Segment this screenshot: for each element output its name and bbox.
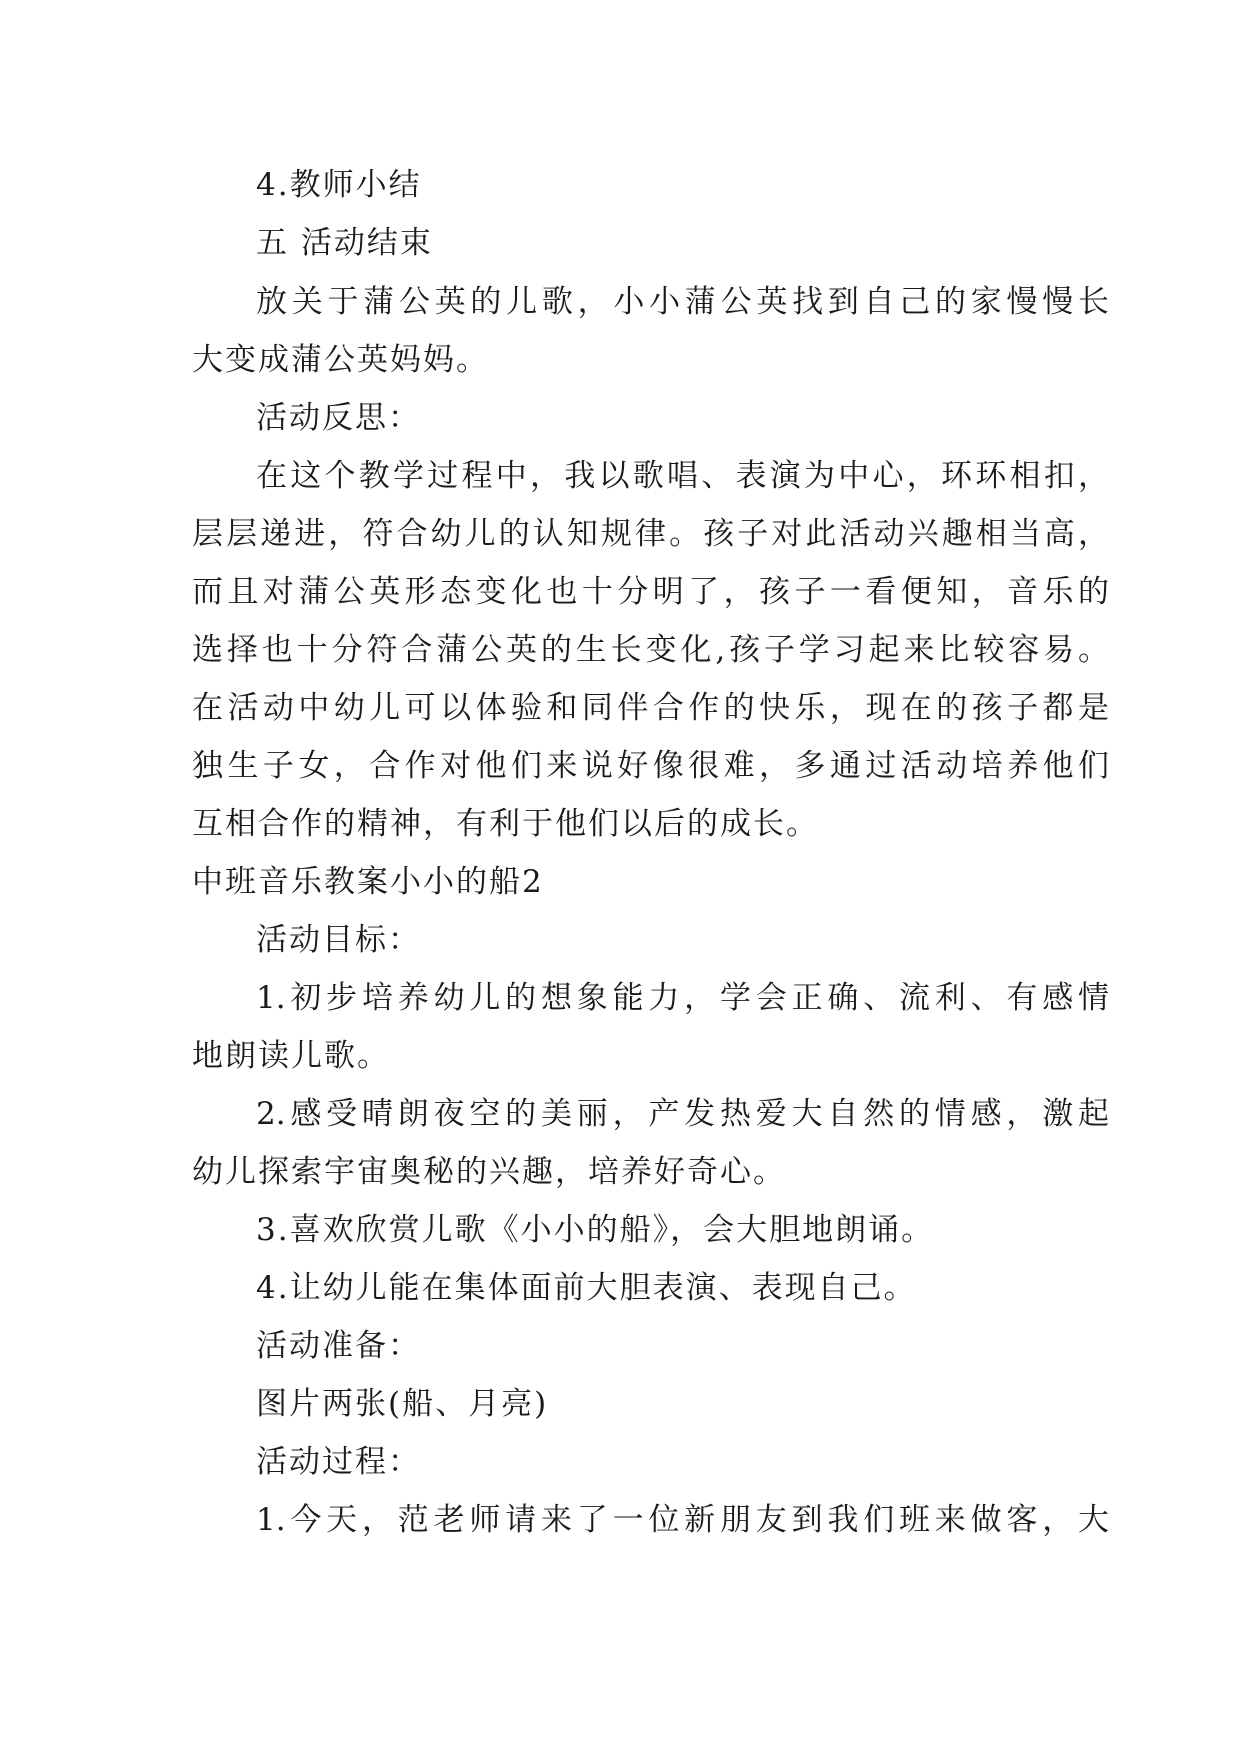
paragraph-line: 幼儿探索宇宙奥秘的兴趣，培养好奇心。 [192,1154,786,1190]
paragraph-line: 在这个教学过程中，我以歌唱、表演为中心，环环相扣， [256,458,1109,494]
list-item: 2.感受晴朗夜空的美丽，产发热爱大自然的情感，激起 [256,1096,1109,1132]
section-heading: 活动过程： [256,1444,421,1480]
list-item: 3.喜欢欣赏儿歌《小小的船》，会大胆地朗诵。 [256,1212,935,1248]
paragraph-line: 地朗读儿歌。 [192,1038,390,1074]
paragraph-line: 而且对蒲公英形态变化也十分明了，孩子一看便知，音乐的 [192,574,1109,610]
section-heading: 活动目标： [256,922,421,958]
paragraph-line: 放关于蒲公英的儿歌，小小蒲公英找到自己的家慢慢长 [256,284,1109,320]
paragraph-line: 图片两张(船、月亮) [256,1386,549,1422]
step-heading: 4.教师小结 [256,167,422,203]
paragraph-line: 大变成蒲公英妈妈。 [192,342,489,378]
list-item: 1.今天，范老师请来了一位新朋友到我们班来做客，大 [256,1502,1109,1538]
list-item: 4.让幼儿能在集体面前大胆表演、表现自己。 [256,1270,917,1306]
section-heading: 活动准备： [256,1328,421,1364]
document-subtitle: 中班音乐教案小小的船2 [192,864,544,900]
paragraph-line: 层层递进，符合幼儿的认知规律。孩子对此活动兴趣相当高， [192,516,1109,552]
paragraph-line: 在活动中幼儿可以体验和同伴合作的快乐，现在的孩子都是 [192,690,1109,726]
list-item: 1.初步培养幼儿的想象能力，学会正确、流利、有感情 [256,980,1109,1016]
section-heading: 五 活动结束 [256,225,433,261]
section-heading: 活动反思： [256,400,421,436]
paragraph-line: 独生子女，合作对他们来说好像很难，多通过活动培养他们 [192,748,1109,784]
paragraph-line: 选择也十分符合蒲公英的生长变化,孩子学习起来比较容易。 [192,632,1109,668]
paragraph-line: 互相合作的精神，有利于他们以后的成长。 [192,806,819,842]
